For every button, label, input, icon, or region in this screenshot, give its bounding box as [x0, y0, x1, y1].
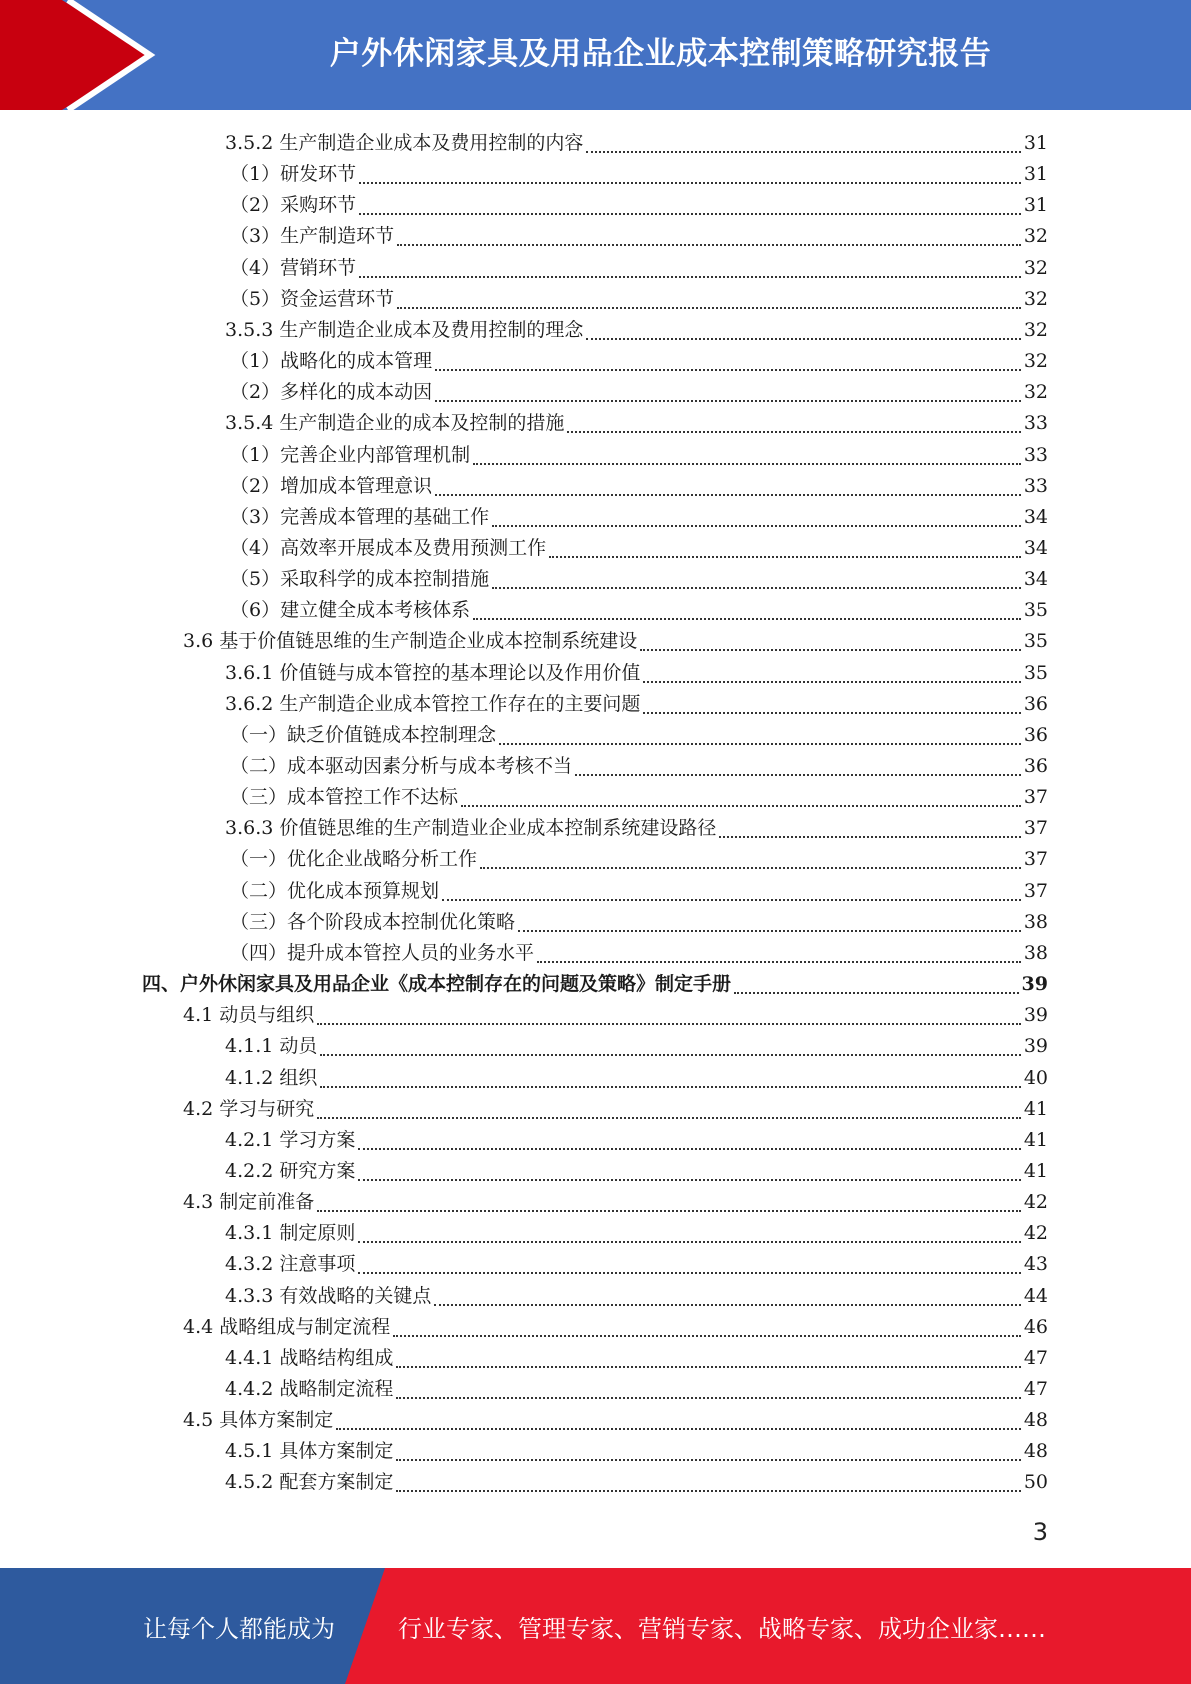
toc-entry-page: 35: [1023, 661, 1048, 684]
toc-dot-leader: [320, 1066, 1020, 1088]
toc-entry-label: （三）各个阶段成本控制优化策略: [230, 910, 516, 933]
toc-entry-label: 3.5.4 生产制造企业的成本及控制的措施: [225, 412, 565, 435]
toc-dot-leader: [567, 411, 1020, 433]
toc-entry-page: 41: [1023, 1159, 1048, 1182]
toc-entry-label: 4.2.2 研究方案: [225, 1159, 356, 1182]
toc-entry-label: （一）优化企业战略分析工作: [230, 848, 478, 871]
page-footer: [0, 1568, 1191, 1684]
toc-entry-label: （6）建立健全成本考核体系: [230, 599, 471, 622]
toc-dot-leader: [499, 723, 1021, 745]
toc-dot-leader: [480, 847, 1021, 869]
toc-entry-label: （3）完善成本管理的基础工作: [230, 505, 490, 528]
toc-dot-leader: [396, 1346, 1020, 1368]
toc-entry-label: 4.1 动员与组织: [183, 1004, 315, 1027]
toc-entry-label: （4）营销环节: [230, 256, 357, 279]
toc-entry-label: 3.6 基于价值链思维的生产制造企业成本控制系统建设: [183, 630, 638, 653]
toc-dot-leader: [397, 287, 1021, 309]
toc-dot-leader: [575, 754, 1021, 776]
toc-entry-page: 36: [1023, 723, 1048, 746]
toc-entry-page: 37: [1023, 848, 1048, 871]
toc-entry[interactable]: [230, 876, 1048, 907]
toc-entry-label: 4.1.1 动员: [225, 1035, 318, 1058]
toc-entry[interactable]: [225, 1436, 1048, 1467]
toc-entry[interactable]: [225, 1156, 1048, 1187]
toc-entry[interactable]: [225, 1218, 1048, 1249]
toc-entry-label: （1）完善企业内部管理机制: [230, 443, 471, 466]
toc-entry[interactable]: [230, 907, 1048, 938]
toc-dot-leader: [640, 629, 1021, 651]
toc-dot-leader: [396, 1470, 1020, 1492]
toc-dot-leader: [586, 318, 1020, 340]
toc-dot-leader: [434, 1284, 1020, 1306]
toc-entry[interactable]: [225, 315, 1048, 346]
toc-entry-label: （3）生产制造环节: [230, 225, 395, 248]
toc-entry-page: 44: [1023, 1284, 1048, 1307]
toc-dot-leader: [643, 692, 1020, 714]
toc-entry[interactable]: [230, 502, 1048, 533]
toc-dot-leader: [317, 1190, 1021, 1212]
toc-entry[interactable]: [230, 253, 1048, 284]
toc-entry-page: 37: [1023, 879, 1048, 902]
toc-entry-label: 4.3 制定前准备: [183, 1191, 315, 1214]
toc-entry-label: 4.4.1 战略结构组成: [225, 1346, 394, 1369]
toc-entry[interactable]: [183, 626, 1048, 657]
toc-entry[interactable]: [230, 377, 1048, 408]
toc-entry[interactable]: [183, 1187, 1048, 1218]
toc-dot-leader: [358, 1221, 1020, 1243]
toc-dot-leader: [473, 598, 1021, 620]
toc-dot-leader: [586, 131, 1020, 153]
toc-entry[interactable]: [230, 938, 1048, 969]
toc-entry-page: 34: [1023, 505, 1048, 528]
toc-dot-leader: [336, 1408, 1021, 1430]
toc-entry-label: 4.5.2 配套方案制定: [225, 1471, 394, 1494]
toc-entry-page: 33: [1023, 474, 1048, 497]
toc-entry[interactable]: [230, 595, 1048, 626]
toc-entry-page: 38: [1023, 910, 1048, 933]
toc-entry[interactable]: [142, 969, 1048, 1000]
toc-entry-label: （5）采取科学的成本控制措施: [230, 568, 490, 591]
toc-entry-label: 3.6.2 生产制造企业成本管控工作存在的主要问题: [225, 692, 641, 715]
toc-entry-page: 40: [1023, 1066, 1048, 1089]
toc-entry-page: 42: [1023, 1191, 1048, 1214]
toc-dot-leader: [492, 567, 1021, 589]
toc-entry-label: 4.3.3 有效战略的关键点: [225, 1284, 432, 1307]
toc-entry-label: 3.5.2 生产制造企业成本及费用控制的内容: [225, 132, 584, 154]
toc-entry-page: 46: [1023, 1315, 1048, 1338]
toc-entry[interactable]: [225, 1343, 1048, 1374]
toc-entry[interactable]: [230, 221, 1048, 252]
toc-entry-page: 43: [1023, 1253, 1048, 1276]
toc-entry[interactable]: [230, 720, 1048, 751]
toc-entry[interactable]: [225, 1281, 1048, 1312]
toc-entry-label: 3.6.1 价值链与成本管控的基本理论以及作用价值: [225, 661, 641, 684]
toc-entry[interactable]: [225, 1467, 1048, 1498]
toc-dot-leader: [359, 162, 1021, 184]
toc-entry-label: 4.4.2 战略制定流程: [225, 1378, 394, 1400]
page-number: 3: [1032, 1518, 1048, 1546]
toc-dot-leader: [317, 1003, 1021, 1025]
toc-entry-label: （四）提升成本管控人员的业务水平: [230, 941, 535, 964]
toc-dot-leader: [442, 879, 1021, 901]
toc-entry-label: 4.2 学习与研究: [183, 1097, 315, 1120]
toc-dot-leader: [461, 785, 1021, 807]
toc-entry[interactable]: [225, 408, 1048, 439]
toc-entry[interactable]: [230, 471, 1048, 502]
toc-dot-leader: [358, 1128, 1020, 1150]
toc-entry-label: 4.4 战略组成与制定流程: [183, 1315, 391, 1338]
toc-entry[interactable]: [230, 844, 1048, 875]
toc-entry-label: （2）采购环节: [230, 194, 357, 217]
header-red-arrow: [0, 0, 150, 110]
toc-dot-leader: [492, 505, 1021, 527]
toc-entry-label: （1）研发环节: [230, 163, 357, 186]
toc-dot-leader: [643, 661, 1020, 683]
toc-entry-page: 35: [1023, 630, 1048, 653]
toc-dot-leader: [358, 1159, 1020, 1181]
toc-entry-page: 31: [1023, 132, 1048, 154]
toc-dot-leader: [396, 1439, 1020, 1461]
toc-dot-leader: [397, 224, 1021, 246]
toc-entry-label: 4.5.1 具体方案制定: [225, 1440, 394, 1463]
toc-entry[interactable]: [225, 1031, 1048, 1062]
toc-entry[interactable]: [183, 1000, 1048, 1031]
toc-entry-page: 37: [1023, 817, 1048, 840]
toc-entry-page: 47: [1023, 1346, 1048, 1369]
toc-entry[interactable]: [225, 1374, 1048, 1405]
toc-dot-leader: [320, 1034, 1020, 1056]
toc-entry-label: 4.1.2 组织: [225, 1066, 318, 1089]
toc-entry-page: 32: [1023, 350, 1048, 373]
toc-entry-page: 42: [1023, 1222, 1048, 1245]
report-title: 户外休闲家具及用品企业成本控制策略研究报告: [329, 35, 992, 72]
toc-entry[interactable]: [225, 1125, 1048, 1156]
toc-dot-leader: [359, 193, 1021, 215]
page-header: [0, 0, 1191, 110]
toc-dot-leader: [435, 474, 1021, 496]
toc-dot-leader: [537, 941, 1021, 963]
toc-entry[interactable]: [230, 159, 1048, 190]
footer-slogan-left: 让每个人都能成为: [143, 1614, 335, 1643]
toc-dot-leader: [435, 380, 1021, 402]
toc-entry-page: 38: [1023, 941, 1048, 964]
toc-dot-leader: [549, 536, 1021, 558]
toc-entry-page: 34: [1023, 536, 1048, 559]
toc-entry[interactable]: [225, 1063, 1048, 1094]
toc-entry-page: 48: [1023, 1440, 1048, 1463]
toc-dot-leader: [393, 1315, 1021, 1337]
toc-entry-label: （2）增加成本管理意识: [230, 474, 433, 497]
toc-entry-page: 33: [1023, 443, 1048, 466]
toc-entry-page: 50: [1023, 1471, 1048, 1494]
toc-entry-page: 32: [1023, 225, 1048, 248]
toc-entry[interactable]: [225, 689, 1048, 720]
toc-entry-page: 32: [1023, 256, 1048, 279]
toc-entry-label: （2）多样化的成本动因: [230, 381, 433, 404]
toc-dot-leader: [435, 349, 1021, 371]
toc-entry-label: （4）高效率开展成本及费用预测工作: [230, 536, 547, 559]
toc-dot-leader: [719, 816, 1020, 838]
toc-entry-label: 4.3.2 注意事项: [225, 1253, 356, 1276]
toc-entry-page: 39: [1023, 1035, 1048, 1058]
toc-entry-page: 32: [1023, 318, 1048, 341]
toc-entry[interactable]: [230, 751, 1048, 782]
toc-entry-label: 4.5 具体方案制定: [183, 1409, 334, 1432]
toc-entry[interactable]: [225, 813, 1048, 844]
toc-entry-page: 36: [1023, 692, 1048, 715]
toc-dot-leader: [518, 910, 1021, 932]
toc-entry[interactable]: [225, 128, 1048, 159]
toc-entry-page: 47: [1023, 1378, 1048, 1400]
toc-entry-page: 36: [1023, 755, 1048, 777]
toc-entry-page: 33: [1023, 412, 1048, 435]
toc-entry[interactable]: [230, 533, 1048, 564]
toc-dot-leader: [473, 443, 1021, 465]
footer-slogan-right: 行业专家、管理专家、营销专家、战略专家、成功企业家……: [398, 1614, 1046, 1643]
toc-entry-page: 34: [1023, 568, 1048, 591]
toc-entry-label: （三）成本管控工作不达标: [230, 786, 459, 809]
toc-entry-label: 3.5.3 生产制造企业成本及费用控制的理念: [225, 318, 584, 341]
toc-entry-page: 48: [1023, 1409, 1048, 1432]
toc-dot-leader: [359, 256, 1021, 278]
toc-entry-label: （二）成本驱动因素分析与成本考核不当: [230, 755, 573, 777]
toc-entry-page: 41: [1023, 1097, 1048, 1120]
toc-entry-page: 31: [1023, 163, 1048, 186]
toc-entry-label: 3.6.3 价值链思维的生产制造业企业成本控制系统建设路径: [225, 817, 717, 840]
toc-entry-label: （二）优化成本预算规划: [230, 879, 440, 902]
toc-entry[interactable]: [230, 564, 1048, 595]
toc-entry-label: 4.2.1 学习方案: [225, 1128, 356, 1151]
toc-entry-label: 4.3.1 制定原则: [225, 1222, 356, 1245]
toc-dot-leader: [734, 972, 1019, 994]
toc-dot-leader: [396, 1377, 1020, 1399]
toc-entry[interactable]: [230, 190, 1048, 221]
toc-entry[interactable]: [183, 1094, 1048, 1125]
toc-entry-label: （一）缺乏价值链成本控制理念: [230, 723, 497, 746]
toc-entry[interactable]: [183, 1312, 1048, 1343]
toc-entry-label: （5）资金运营环节: [230, 287, 395, 310]
toc-entry[interactable]: [230, 440, 1048, 471]
toc-entry-page: 31: [1023, 194, 1048, 217]
toc-entry-page: 32: [1023, 287, 1048, 310]
toc-entry-page: 39: [1023, 1004, 1048, 1027]
toc-entry-page: 41: [1023, 1128, 1048, 1151]
toc-entry[interactable]: [225, 1249, 1048, 1280]
toc-entry-page: 37: [1023, 786, 1048, 809]
toc-dot-leader: [317, 1097, 1021, 1119]
toc-entry-label: 四、户外休闲家具及用品企业《成本控制存在的问题及策略》制定手册: [142, 973, 732, 996]
toc-entry[interactable]: [230, 782, 1048, 813]
toc-entry[interactable]: [230, 284, 1048, 315]
toc-entry-page: 35: [1023, 599, 1048, 622]
toc-entry-label: （1）战略化的成本管理: [230, 350, 433, 373]
toc-dot-leader: [358, 1252, 1020, 1274]
toc-entry[interactable]: [183, 1405, 1048, 1436]
toc-entry-page: 39: [1021, 973, 1048, 996]
toc-entry[interactable]: [225, 658, 1048, 689]
toc-entry-page: 32: [1023, 381, 1048, 404]
toc-entry[interactable]: [230, 346, 1048, 377]
